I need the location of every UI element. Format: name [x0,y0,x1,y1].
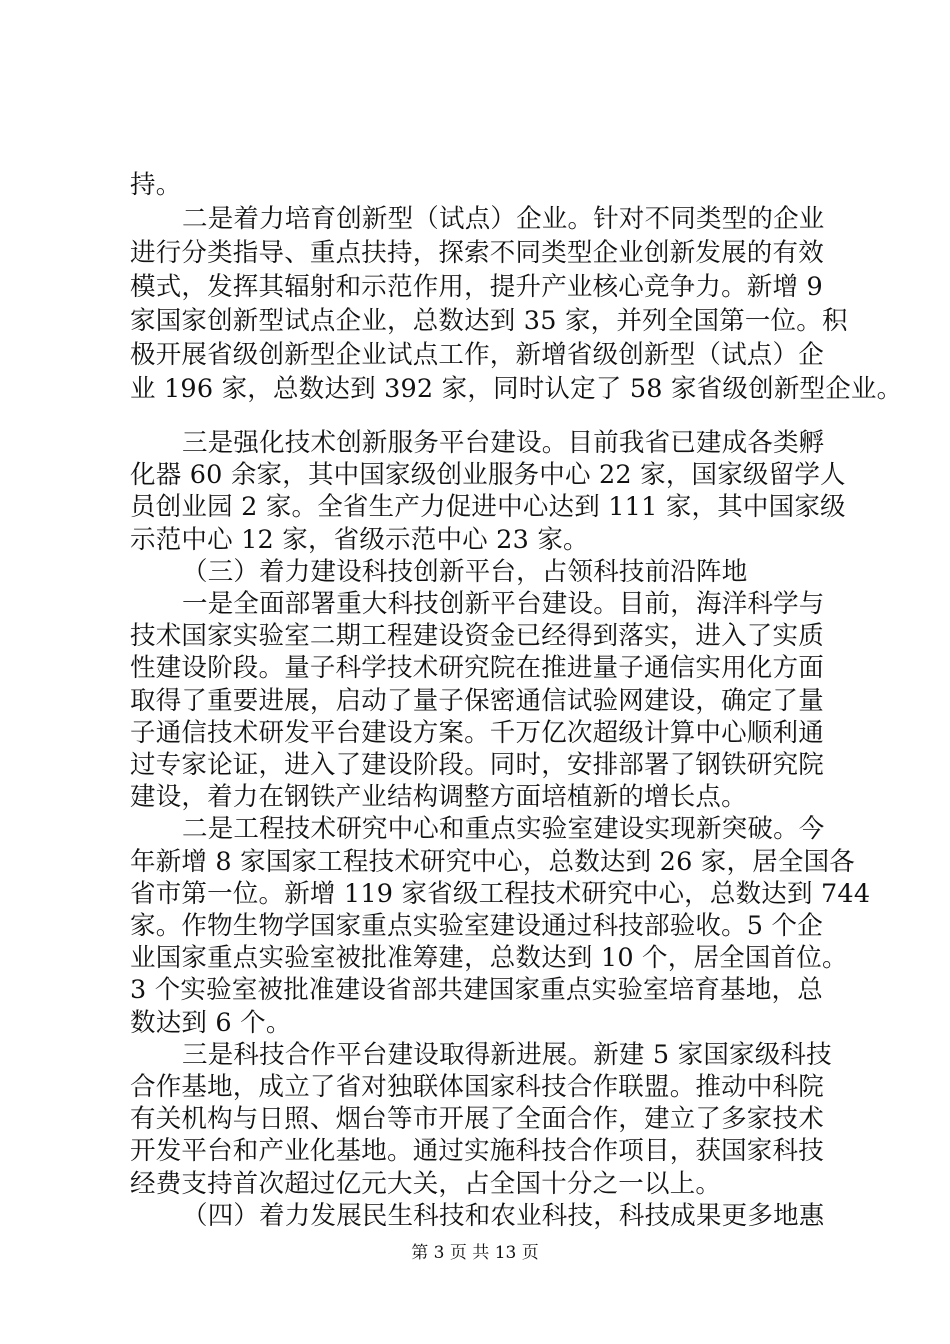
paragraph-start-line: 二是着力培育创新型（试点）企业。针对不同类型的企业 [182,204,825,234]
text-line: 持。 [130,170,182,200]
text-line: 年新增 8 家国家工程技术研究中心，总数达到 26 家，居全国各 [130,846,855,877]
text-line: 开发平台和产业化基地。通过实施科技合作项目，获国家科技 [130,1136,824,1167]
text-line: 业 196 家，总数达到 392 家，同时认定了 58 家省级创新型企业。 [130,374,903,404]
paragraph-start-line: 一是全面部署重大科技创新平台建设。目前，海洋科学与 [182,589,825,619]
text-line: 数达到 6 个。 [130,1007,292,1038]
text-line: 经费支持首次超过亿元大关，占全国十分之一以上。 [130,1168,722,1199]
text-line: 过专家论证，进入了建设阶段。同时，安排部署了钢铁研究院 [130,750,824,780]
text-line: 有关机构与日照、烟台等市开展了全面合作，建立了多家技术 [130,1104,824,1135]
text-line: 省市第一位。新增 119 家省级工程技术研究中心，总数达到 744 [130,878,871,909]
text-line: 子通信技术研发平台建设方案。千万亿次超级计算中心顺利通 [130,717,824,748]
text-line: 极开展省级创新型企业试点工作，新增省级创新型（试点）企 [130,340,824,370]
text-line: 取得了重要进展，启动了量子保密通信试验网建设，确定了量 [130,685,824,716]
text-line: 3 个实验室被批准建设省部共建国家重点实验室培育基地，总 [130,975,823,1006]
section-heading: （三）着力建设科技创新平台，占领科技前沿阵地 [182,556,748,587]
text-line: 模式，发挥其辐射和示范作用，提升产业核心竞争力。新增 9 [130,272,823,302]
text-line: 业国家重点实验室被批准筹建，总数达到 10 个，居全国首位。 [130,943,848,974]
paragraph-start-line: 二是工程技术研究中心和重点实验室建设实现新突破。今 [182,814,825,845]
paragraph-start-line: 三是强化技术创新服务平台建设。目前我省已建成各类孵 [182,428,825,458]
page-footer: 第 3 页 共 13 页 [411,1243,539,1263]
text-line: 示范中心 12 家，省级示范中心 23 家。 [130,524,589,555]
text-line: 性建设阶段。量子科学技术研究院在推进量子通信实用化方面 [130,653,824,684]
paragraph-start-line: 三是科技合作平台建设取得新进展。新建 5 家国家级科技 [182,1039,832,1070]
text-line: 合作基地，成立了省对独联体国家科技合作联盟。推动中科院 [130,1072,824,1102]
text-line: 进行分类指导、重点扶持，探索不同类型企业创新发展的有效 [130,238,824,268]
text-line: 家国家创新型试点企业，总数达到 35 家，并列全国第一位。积 [130,306,848,336]
text-line: 员创业园 2 家。全省生产力促进中心达到 111 家，其中国家级 [130,492,846,523]
text-line: 化器 60 余家，其中国家级创业服务中心 22 家，国家级留学人 [130,460,846,491]
text-line: 家。作物生物学国家重点实验室建设通过科技部验收。5 个企 [130,911,823,941]
section-heading: （四）着力发展民生科技和农业科技，科技成果更多地惠 [182,1200,825,1231]
text-line: 建设，着力在钢铁产业结构调整方面培植新的增长点。 [130,782,747,813]
text-line: 技术国家实验室二期工程建设资金已经得到落实，进入了实质 [130,621,824,652]
